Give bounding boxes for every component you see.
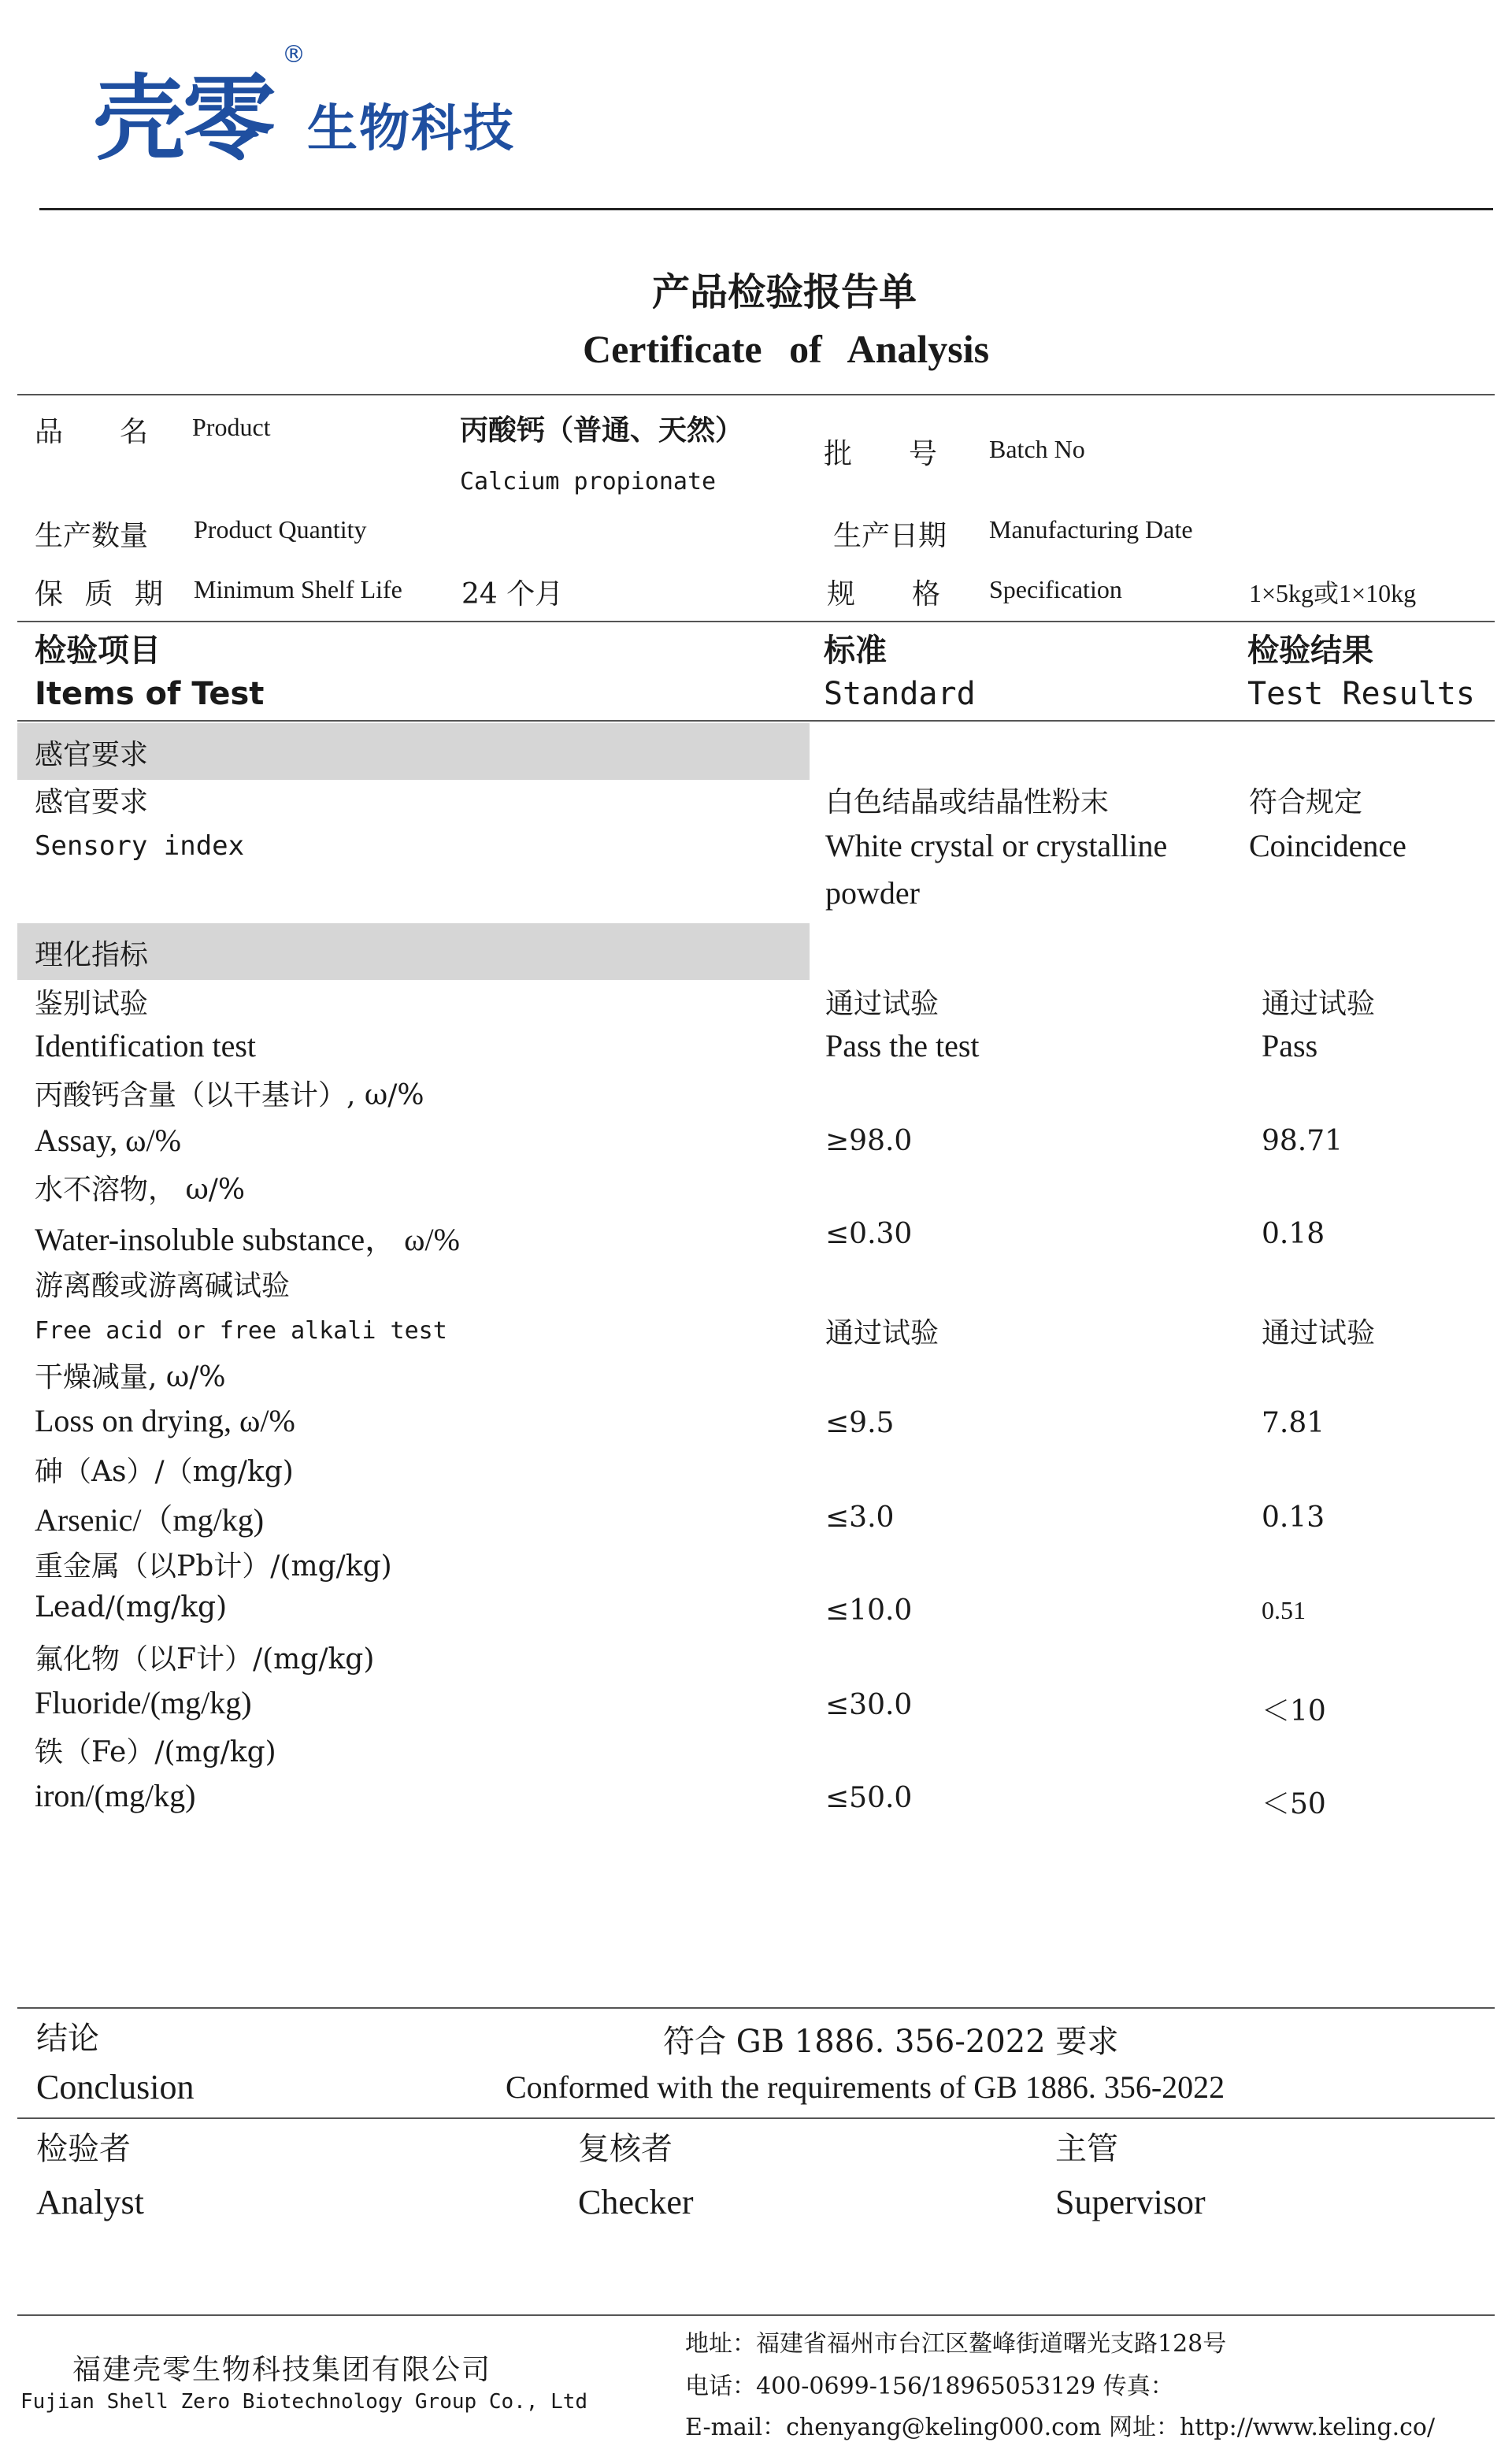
test-item-en: Assay, ω/% (35, 1123, 181, 1158)
test-result: ＜50 (1262, 1788, 1326, 1820)
results-header-cn: 检验结果 (1247, 633, 1373, 669)
product-value-cn: 丙酸钙（普通、天然） (460, 414, 744, 447)
test-item-cn: 砷（As）/（mg/kg) (35, 1456, 294, 1488)
test-result: 0.18 (1262, 1218, 1325, 1250)
test-result: 7.81 (1262, 1407, 1325, 1439)
logo-brand-subtitle: 生物科技 (307, 100, 515, 158)
footer-email: E-mail：chenyang@keling000.com 网址：http://www.keling.co/ (685, 2414, 1436, 2441)
company-name-en: Fujian Shell Zero Biotechnology Group Co., Ltd (20, 2390, 588, 2414)
product-value-en: Calcium propionate (460, 468, 717, 495)
test-item-cn: 干燥减量, ω/% (35, 1361, 226, 1394)
section-title-sensory: 感官要求 (35, 739, 149, 771)
test-standard: 通过试验 (825, 1317, 939, 1349)
checker-label-en: Checker (578, 2183, 694, 2221)
section-title-physchem: 理化指标 (35, 939, 149, 971)
test-standard-en: Pass the test (825, 1028, 980, 1063)
test-result-en: Pass (1262, 1028, 1318, 1063)
items-header-cn: 检验项目 (35, 633, 161, 669)
test-item-cn: 氟化物（以F计）/(mg/kg) (35, 1643, 375, 1676)
sensory-item-en: Sensory index (35, 830, 245, 862)
analyst-label-cn: 检验者 (36, 2131, 131, 2167)
test-result-cn: 通过试验 (1262, 988, 1376, 1020)
footer-phone: 电话：400-0699-156/18965053129 传真： (685, 2373, 1174, 2400)
checker-label-cn: 复核者 (578, 2131, 673, 2167)
company-name-cn: 福建壳零生物科技集团有限公司 (72, 2354, 492, 2386)
test-result: 通过试验 (1262, 1317, 1376, 1349)
test-standard: ≤10.0 (825, 1594, 913, 1627)
quantity-label-en: Product Quantity (194, 515, 367, 544)
mfg-date-label-cn: 生产日期 (833, 520, 947, 552)
mfg-date-label-en: Manufacturing Date (989, 515, 1193, 544)
sensory-standard-en-line2: powder (825, 875, 920, 911)
table-header-divider (17, 720, 1495, 722)
test-item-en: iron/(mg/kg) (35, 1778, 196, 1813)
logo-registered-icon: ® (282, 41, 306, 69)
test-item-cn: 水不溶物， ω/% (35, 1174, 246, 1206)
test-standard: ≤3.0 (825, 1501, 895, 1534)
conclusion-label-cn: 结论 (36, 2021, 99, 2057)
test-item-en: Lead/(mg/kg) (35, 1591, 228, 1624)
sensory-item-cn: 感官要求 (35, 786, 149, 818)
test-standard: ≤30.0 (825, 1689, 913, 1721)
supervisor-label-en: Supervisor (1055, 2183, 1206, 2221)
test-item-en: Arsenic/（mg/kg) (35, 1502, 265, 1538)
footer-address: 地址：福建省福州市台江区鳌峰街道曙光支路128号 (685, 2330, 1227, 2358)
test-standard: ≤9.5 (825, 1407, 895, 1439)
test-standard-cn: 通过试验 (825, 988, 939, 1020)
quantity-label-cn: 生产数量 (35, 520, 149, 552)
sensory-result-cn: 符合规定 (1249, 786, 1363, 818)
test-item-en: Water-insoluble substance， ω/% (35, 1222, 460, 1257)
product-label-cn: 品 名 (35, 416, 149, 448)
info-divider (17, 621, 1495, 622)
sensory-standard-en-line1: White crystal or crystalline (825, 828, 1168, 863)
test-item-cn: 铁（Fe）/(mg/kg) (35, 1736, 276, 1768)
test-item-en: Loss on drying, ω/% (35, 1403, 295, 1438)
test-standard: ≤50.0 (825, 1782, 913, 1814)
sensory-standard-cn: 白色结晶或结晶性粉末 (825, 786, 1110, 818)
test-item-cn: 游离酸或游离碱试验 (35, 1270, 291, 1302)
batch-label-cn: 批 号 (824, 438, 938, 470)
shelf-life-value: 24 个月 (461, 578, 564, 610)
results-header-en: Test Results (1247, 676, 1475, 712)
footer-divider (17, 2314, 1495, 2316)
conclusion-bottom-divider (17, 2117, 1495, 2119)
title-divider (17, 394, 1495, 395)
test-standard: ≥98.0 (825, 1125, 913, 1157)
product-label-en: Product (192, 413, 271, 441)
spec-label-en: Specification (989, 575, 1122, 603)
test-item-en: Fluoride/(mg/kg) (35, 1685, 252, 1720)
batch-label-en: Batch No (989, 435, 1085, 463)
header-divider (39, 208, 1493, 210)
shelf-life-label-cn: 保 质 期 (35, 578, 169, 610)
analyst-label-en: Analyst (36, 2183, 144, 2221)
test-result: 0.51 (1262, 1596, 1306, 1624)
test-result: 98.71 (1262, 1125, 1343, 1157)
conclusion-label-en: Conclusion (36, 2068, 195, 2106)
conclusion-text-en: Conformed with the requirements of GB 1886. 356-2022 (506, 2069, 1225, 2105)
test-item-en: Identification test (35, 1028, 257, 1063)
conclusion-text-cn: 符合 GB 1886. 356-2022 要求 (663, 2024, 1119, 2060)
test-item-cn: 重金属（以Pb计）/(mg/kg) (35, 1550, 392, 1583)
spec-value: 1×5kg或1×10kg (1249, 579, 1417, 607)
company-logo (93, 41, 565, 173)
test-result: ＜10 (1262, 1695, 1326, 1728)
sensory-result-en: Coincidence (1249, 828, 1406, 863)
shelf-life-label-en: Minimum Shelf Life (194, 575, 402, 603)
test-result: 0.13 (1262, 1501, 1325, 1534)
logo-brand-mark: 壳零 (93, 65, 273, 173)
conclusion-top-divider (17, 2007, 1495, 2009)
supervisor-label-cn: 主管 (1055, 2131, 1118, 2167)
spec-label-cn: 规 格 (827, 578, 941, 610)
title-en: Certificate of Analysis (583, 327, 990, 371)
items-header-en: Items of Test (35, 676, 265, 712)
standard-header-en: Standard (824, 676, 976, 712)
test-item-cn: 鉴别试验 (35, 988, 149, 1020)
test-item-en: Free acid or free alkali test (35, 1317, 447, 1345)
title-cn: 产品检验报告单 (652, 270, 917, 314)
test-standard: ≤0.30 (825, 1218, 913, 1250)
test-item-cn: 丙酸钙含量（以干基计）, ω/% (35, 1079, 424, 1112)
standard-header-cn: 标准 (824, 633, 887, 669)
